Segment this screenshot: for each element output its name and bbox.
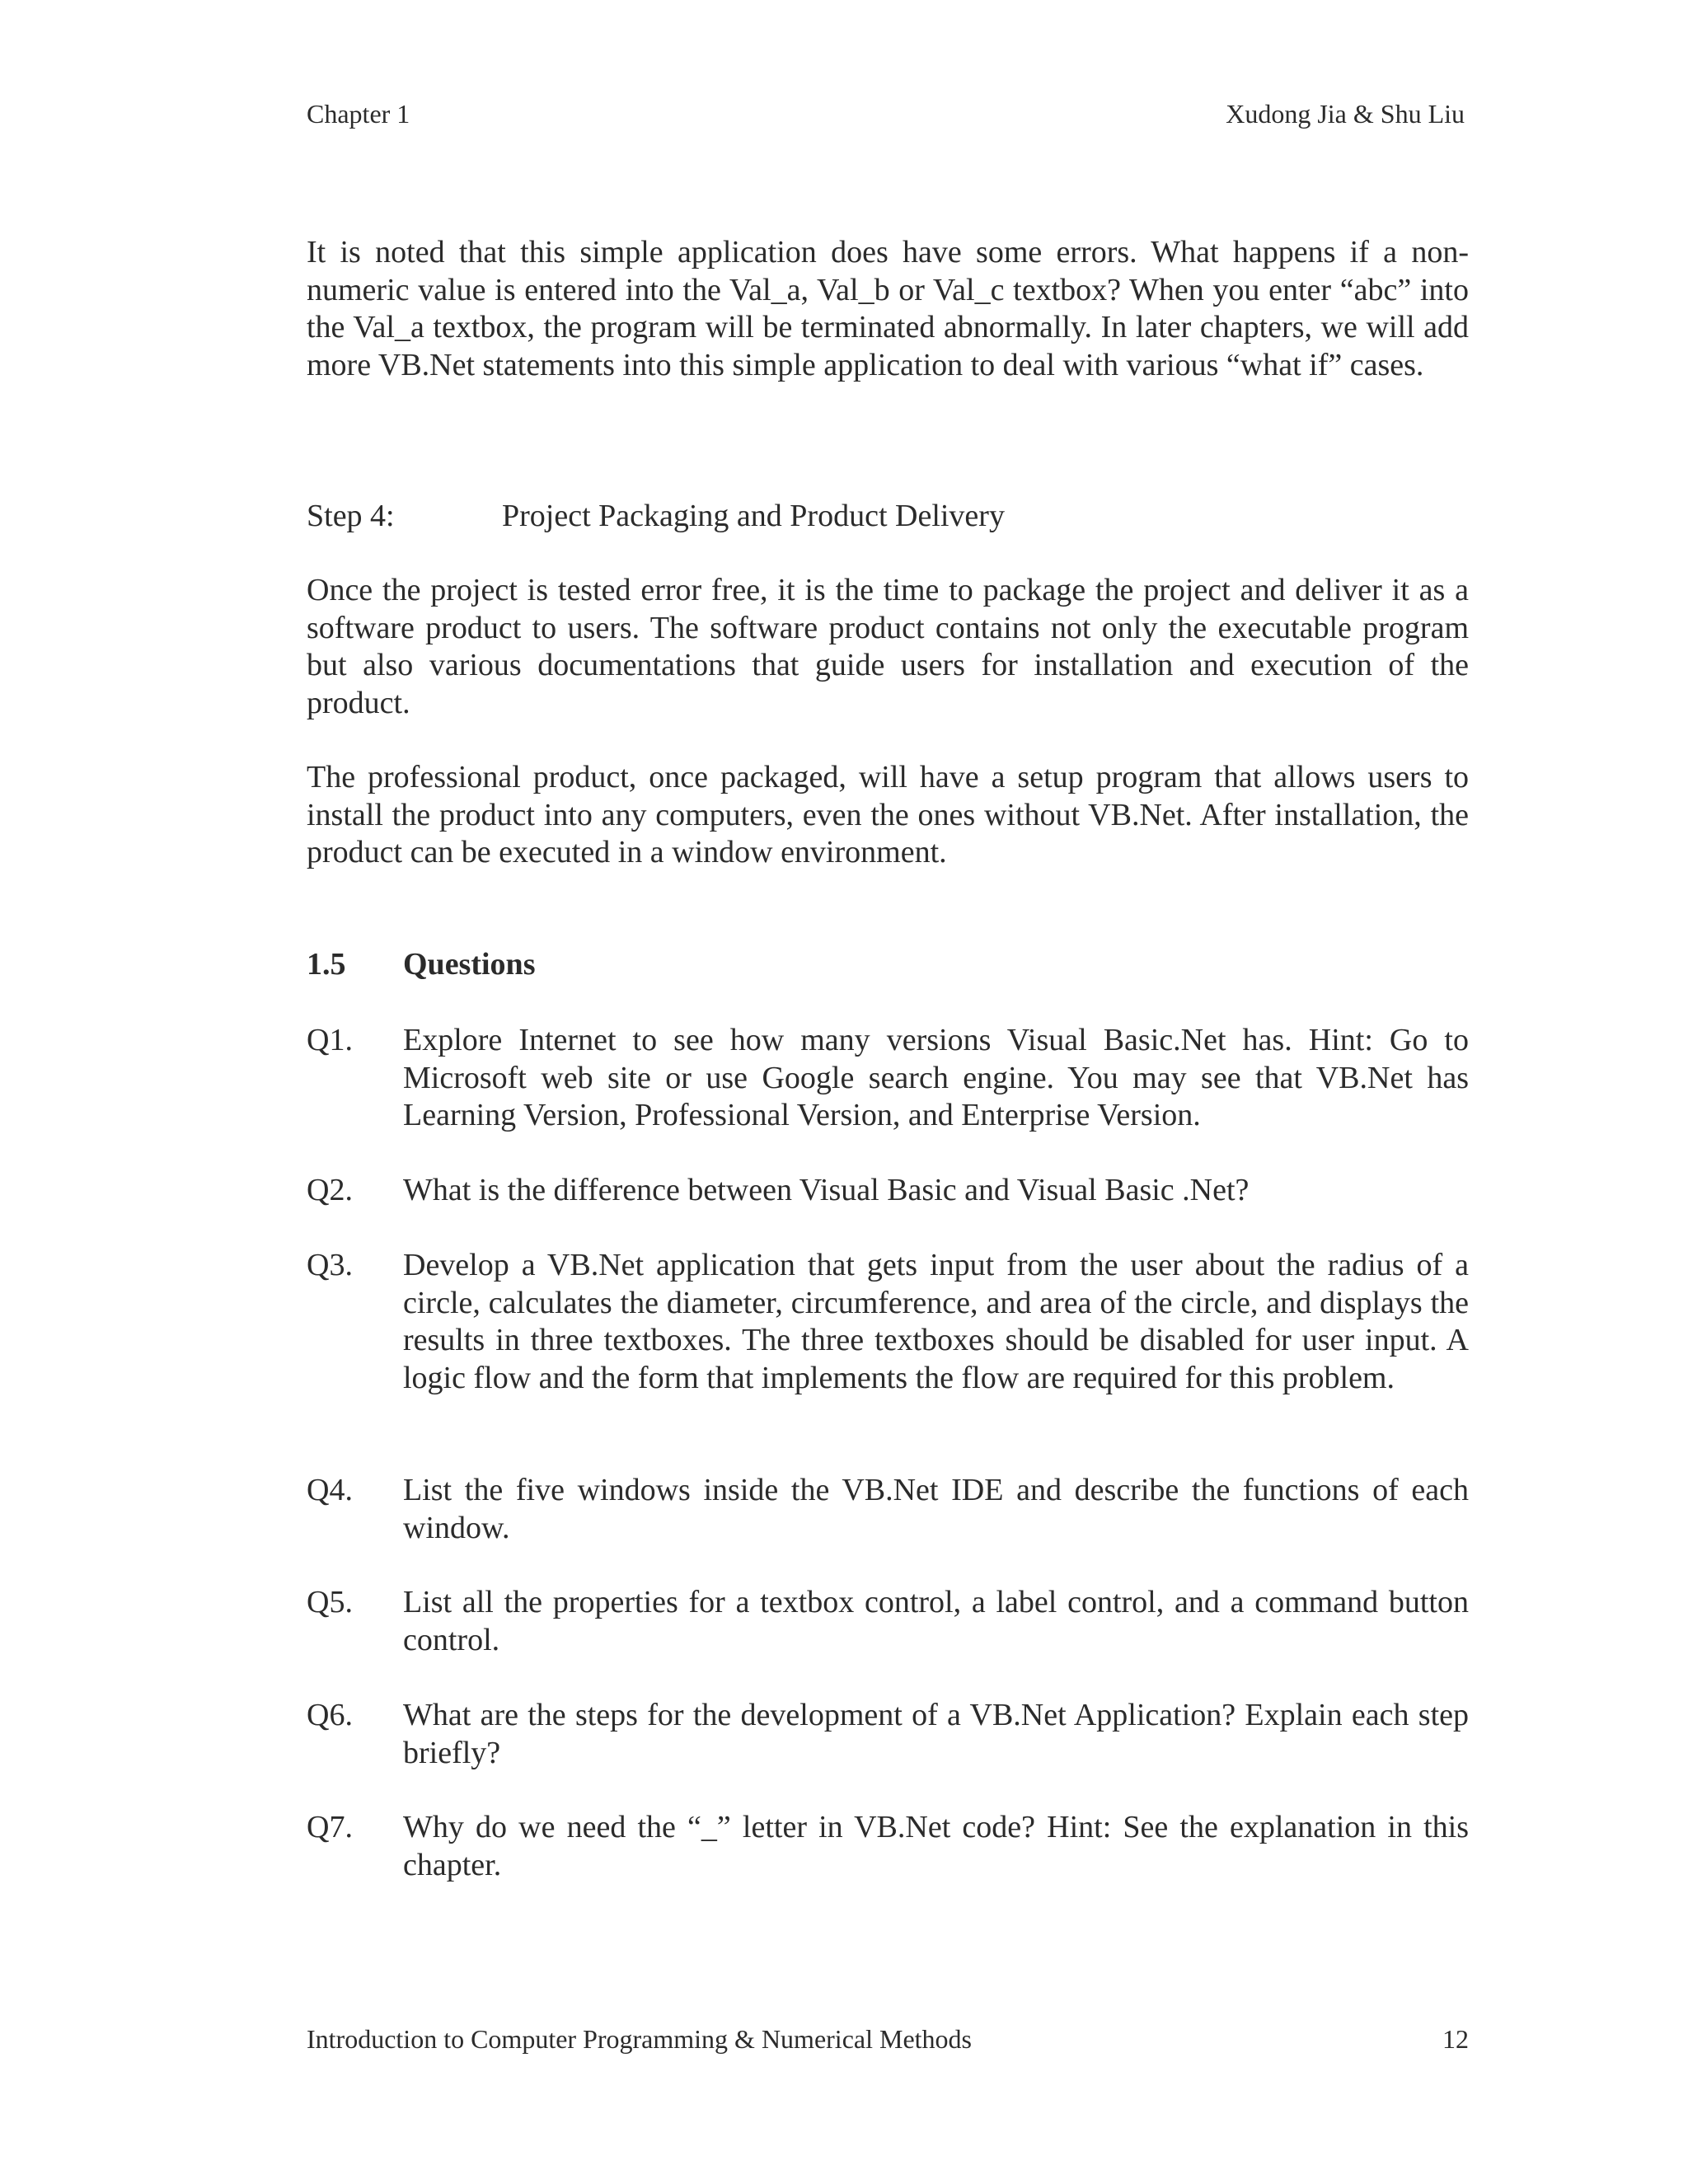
paragraph-errors-note: It is noted that this simple application does have some errors. What happens if a non-numeric value is entered into the Val_a, Val_b or Val_c textbox? When you enter “abc” into the Val_a textbox, the program will be terminated abnormally. In later chapters, we will add more VB.Net statements into this simple application to deal with various “what if” cases. xyxy=(307,235,1469,382)
question-item xyxy=(307,1472,1469,1547)
section-title: Questions xyxy=(403,947,536,982)
question-item xyxy=(307,1022,1469,1135)
question-item xyxy=(307,1697,1469,1772)
chapter-label: Chapter 1 xyxy=(307,99,410,129)
question-text: Why do we need the “_” letter in VB.Net code? Hint: See the explanation in this chapter. xyxy=(403,1810,1469,1882)
question-text: Explore Internet to see how many versions Visual Basic.Net has. Hint: Go to Microsoft web site or use Google search engine. You may see that VB.Net has Learning Version, Professional Version, and Enterprise Version. xyxy=(403,1023,1469,1132)
paragraph-setup-program: The professional product, once packaged, will have a setup program that allows users to install the product into any computers, even the ones without VB.Net. After installation, the product can be executed in a window environment. xyxy=(307,760,1469,869)
book-title: Introduction to Computer Programming & Numerical Methods xyxy=(307,2024,972,2054)
authors-label: Xudong Jia & Shu Liu xyxy=(1226,99,1465,129)
question-label: Q4. xyxy=(307,1473,353,1507)
question-label: Q6. xyxy=(307,1698,353,1732)
question-item xyxy=(307,1809,1469,1884)
question-text: List all the properties for a textbox control, a label control, and a command button control. xyxy=(403,1585,1469,1657)
question-label: Q1. xyxy=(307,1023,353,1057)
question-item xyxy=(307,1584,1469,1659)
question-label: Q7. xyxy=(307,1810,353,1844)
section-number: 1.5 xyxy=(307,947,346,982)
question-label: Q5. xyxy=(307,1585,353,1619)
question-text: What are the steps for the development of a VB.Net Application? Explain each step briefly? xyxy=(403,1698,1469,1770)
question-label: Q3. xyxy=(307,1248,353,1282)
question-item xyxy=(307,1172,1469,1210)
paragraph-packaging: Once the project is tested error free, it is the time to package the project and deliver it as a software product to users. The software product contains not only the executable program but also various documentations that guide users for installation and execution of the product. xyxy=(307,573,1469,720)
question-label: Q2. xyxy=(307,1173,353,1207)
page-number: 12 xyxy=(1442,2024,1469,2054)
question-item xyxy=(307,1247,1469,1397)
question-text: What is the difference between Visual Basic and Visual Basic .Net? xyxy=(403,1173,1250,1207)
question-text: Develop a VB.Net application that gets input from the user about the radius of a circle, calculates the diameter, circumference, and area of the circle, and displays the results in three textboxes. The three textboxes should be disabled for user input. A logic flow and the form that implements the flow are required for this problem. xyxy=(403,1248,1469,1395)
step-title: Project Packaging and Product Delivery xyxy=(502,499,1005,533)
step-label: Step 4: xyxy=(307,499,395,533)
question-text: List the five windows inside the VB.Net IDE and describe the functions of each window. xyxy=(403,1473,1469,1545)
